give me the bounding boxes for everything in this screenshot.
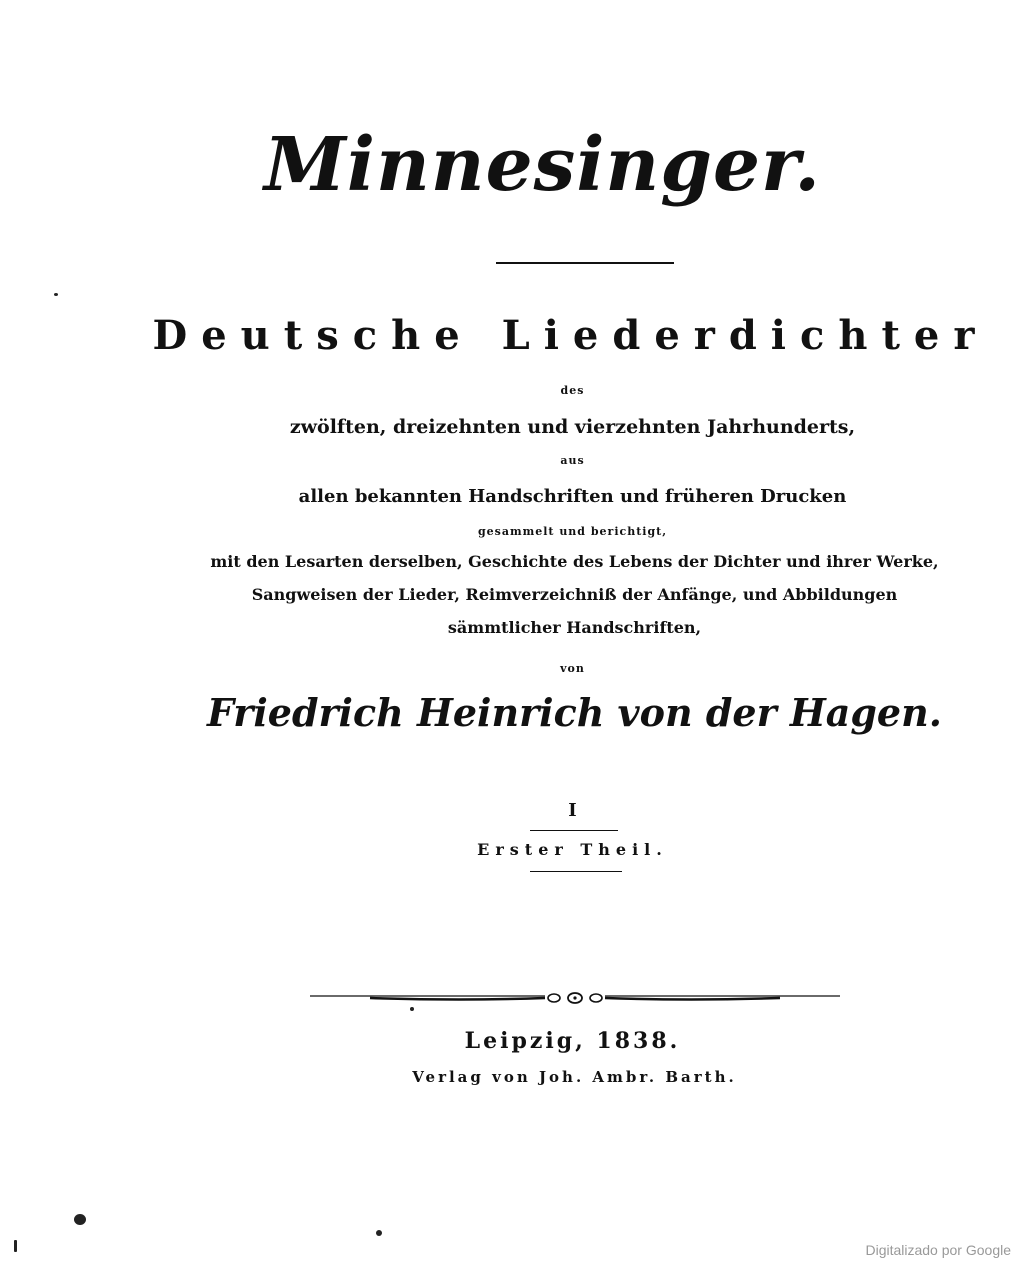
publisher: Verlag von Joh. Ambr. Barth.: [412, 1068, 737, 1086]
text-melodies: Sangweisen der Lieder, Reimverzeichniß der Anfänge, und Abbildungen: [251, 585, 898, 604]
place-and-year: Leipzig, 1838.: [464, 1028, 681, 1054]
ink-speck: [376, 1230, 382, 1236]
text-centuries: zwölften, dreizehnten und vierzehnten Jahrhunderts,: [289, 416, 856, 438]
part-label: Erster Theil.: [477, 840, 668, 859]
part-rule-top: [530, 830, 618, 831]
text-aus: aus: [560, 454, 585, 467]
ink-speck: [54, 293, 58, 296]
author-name: Friedrich Heinrich von der Hagen.: [207, 690, 942, 735]
ornamental-divider: [310, 988, 840, 1008]
part-rule-bottom: [530, 871, 622, 872]
text-collected: gesammelt und berichtigt,: [477, 525, 668, 538]
text-sources: allen bekannten Handschriften und früheren Drucken: [298, 486, 847, 507]
text-variants: mit den Lesarten derselben, Geschichte des Lebens der Dichter und ihrer Werke,: [210, 552, 939, 571]
text-von: von: [560, 662, 585, 675]
part-number: I: [568, 800, 577, 821]
ink-speck: [14, 1240, 17, 1252]
book-title: Minnesinger.: [263, 122, 822, 208]
book-subtitle: Deutsche Liederdichter: [152, 312, 989, 359]
ink-speck: [74, 1214, 86, 1225]
text-manuscripts: sämmtlicher Handschriften,: [447, 618, 702, 637]
title-rule: [496, 262, 674, 264]
ink-speck: [410, 1007, 414, 1011]
scan-watermark: Digitalizado por Google: [865, 1242, 1011, 1258]
text-des: des: [560, 384, 585, 397]
